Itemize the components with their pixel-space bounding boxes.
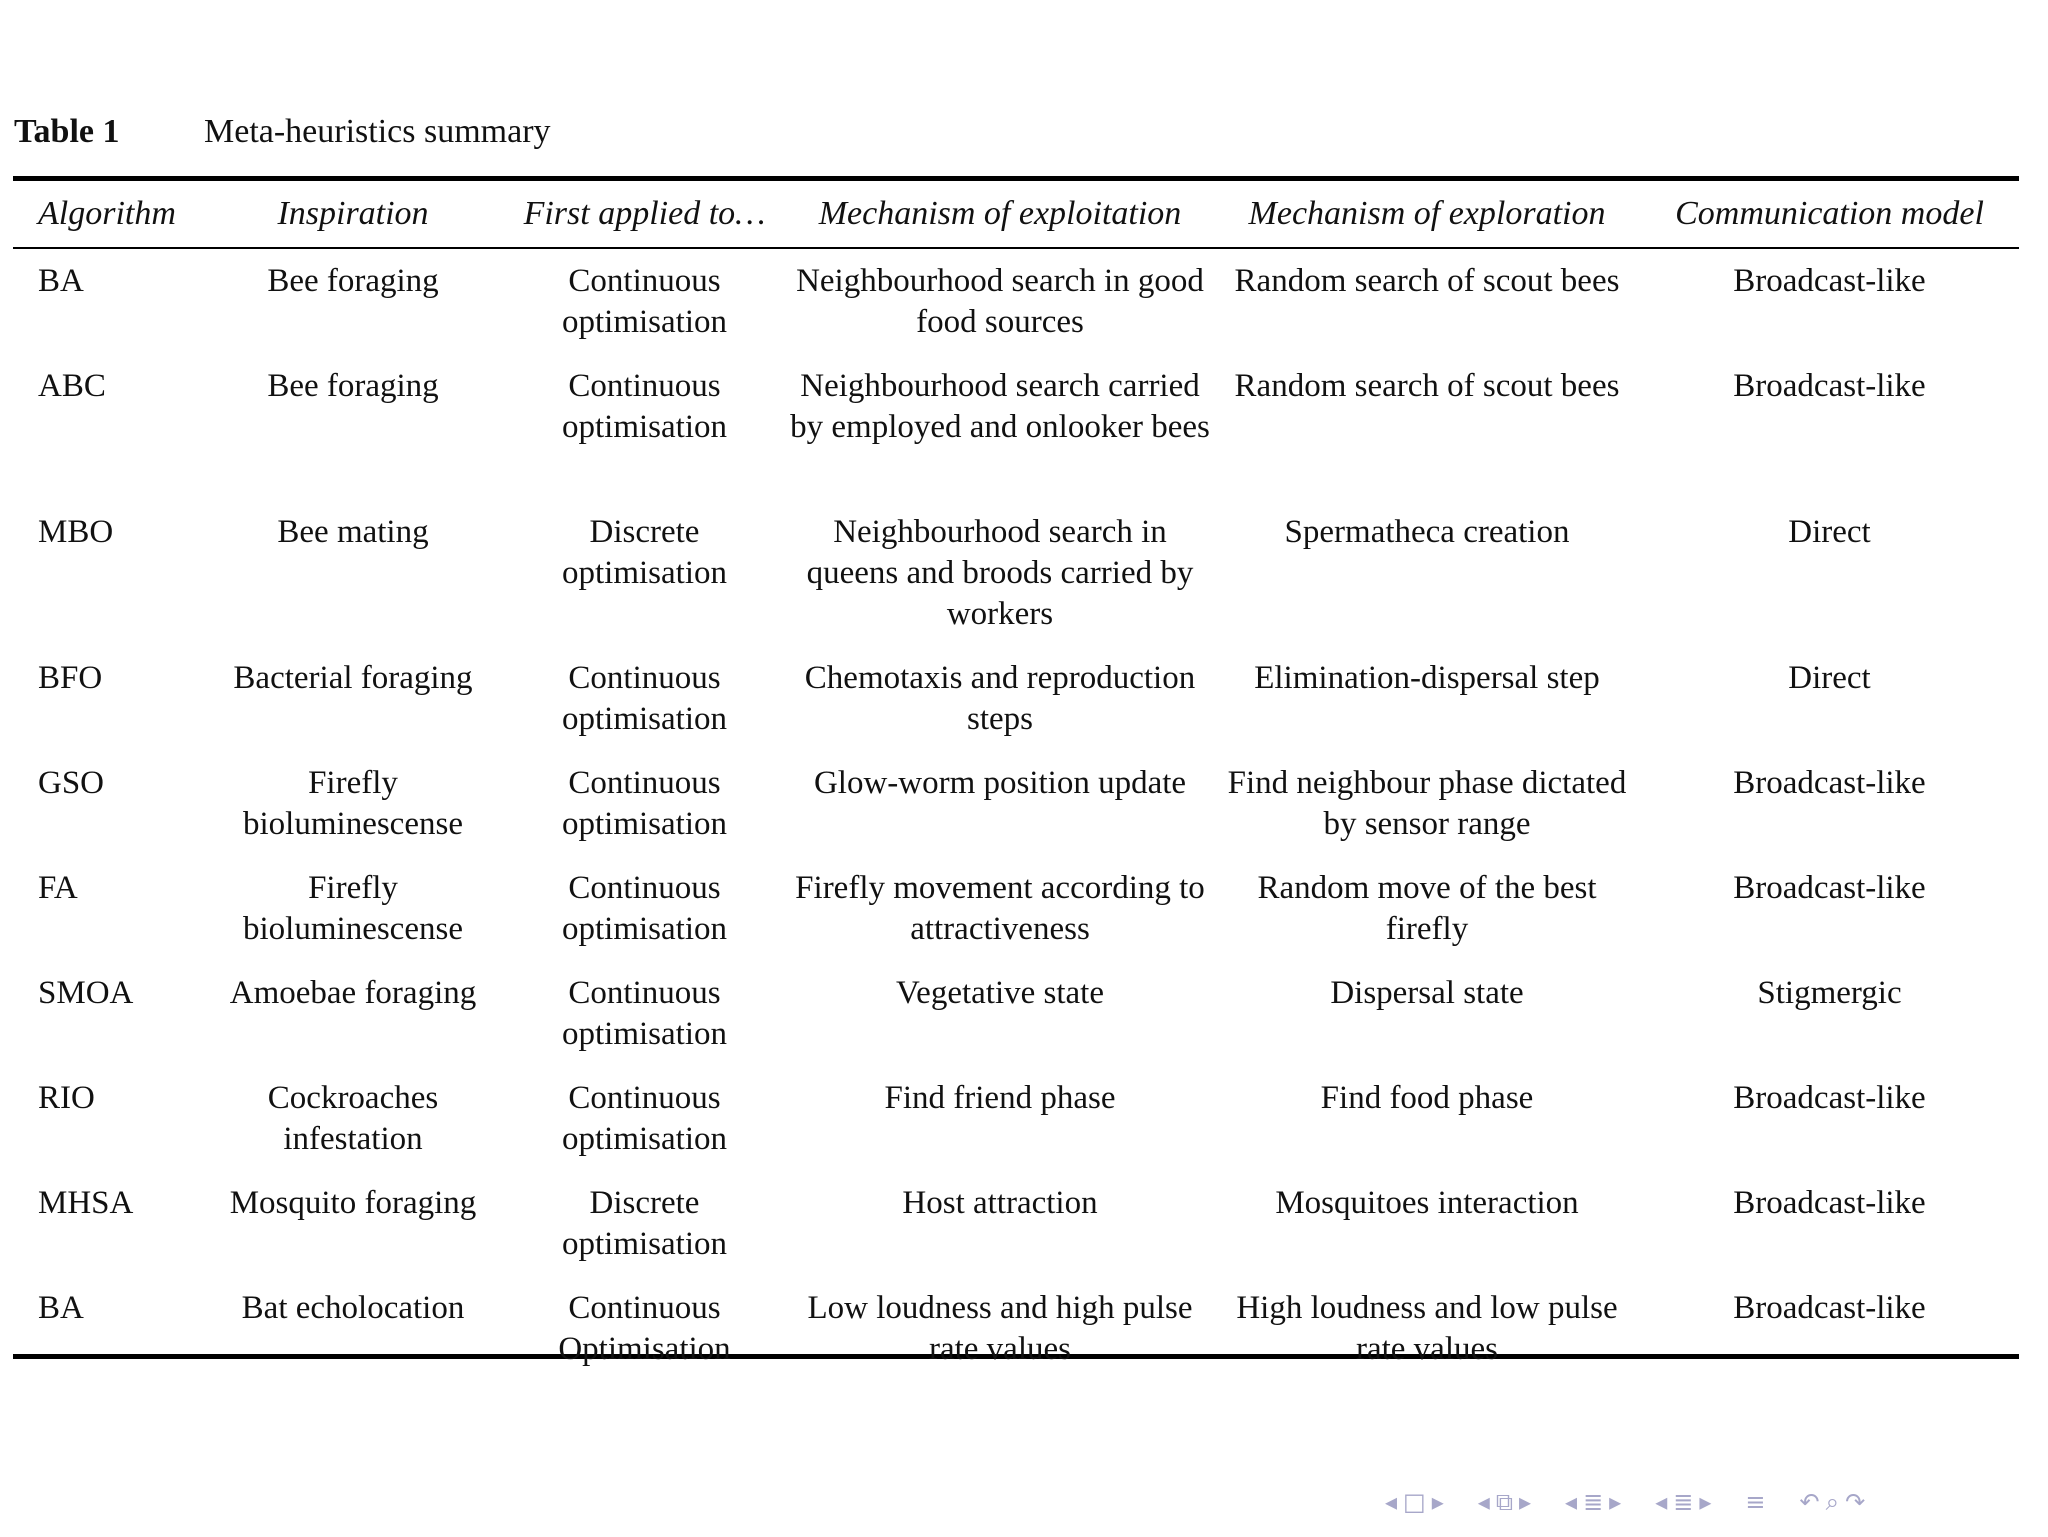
cell-exploitation: Chemotaxis and reproduction steps — [804, 660, 1196, 737]
cell-inspiration: Bee mating — [277, 514, 429, 550]
cell-exploitation: Vegetative state — [896, 975, 1104, 1011]
table-number: Table 1 — [14, 113, 120, 150]
cell-exploration: Random move of the best firefly — [1257, 870, 1597, 947]
table-row — [13, 961, 2019, 1066]
cell-exploration: Spermatheca creation — [1284, 514, 1570, 550]
table-title: Meta-heuristics summary — [204, 113, 551, 150]
forward-icon[interactable]: ↷ — [1845, 1488, 1866, 1516]
cell-communication: Direct — [1788, 514, 1871, 550]
align-icon[interactable]: ≡ — [1745, 1488, 1766, 1516]
section-icon[interactable]: ≣ — [1583, 1488, 1604, 1516]
header-exploitation: Mechanism of exploitation — [818, 195, 1182, 232]
cell-algorithm: BA — [38, 263, 84, 299]
cell-communication: Stigmergic — [1757, 975, 1902, 1011]
cell-exploitation: Neighbourhood search in good food sources — [796, 263, 1204, 340]
cell-algorithm: GSO — [38, 765, 105, 801]
cell-exploration: High loudness and low pulse rate values — [1236, 1290, 1618, 1367]
triangle-left-icon[interactable]: ◂ — [1565, 1488, 1578, 1516]
cell-first-applied: Discrete optimisation — [562, 514, 727, 591]
cell-exploitation: Neighbourhood search in queens and broods carried by workers — [806, 514, 1194, 632]
table-row — [13, 354, 2019, 500]
cell-inspiration: Firefly bioluminescense — [243, 765, 463, 842]
cell-algorithm: FA — [38, 870, 78, 906]
header-algorithm: Algorithm — [38, 195, 176, 232]
subsection-icon[interactable]: ⧉ — [1495, 1488, 1513, 1516]
cell-exploration: Find food phase — [1320, 1080, 1534, 1116]
cell-exploration: Dispersal state — [1330, 975, 1524, 1011]
cell-first-applied: Continuous optimisation — [562, 368, 727, 445]
triangle-right-icon[interactable]: ▸ — [1518, 1488, 1532, 1516]
summary-table — [13, 176, 2019, 1367]
cell-communication: Broadcast-like — [1733, 1185, 1926, 1221]
cell-exploration: Elimination-dispersal step — [1254, 660, 1600, 696]
cell-exploration: Random search of scout bees — [1234, 263, 1620, 299]
cell-algorithm: BA — [38, 1290, 84, 1326]
header-exploration: Mechanism of exploration — [1248, 195, 1606, 232]
table-row — [13, 1171, 2019, 1276]
cell-communication: Direct — [1788, 660, 1871, 696]
triangle-right-icon[interactable]: ▸ — [1609, 1488, 1622, 1516]
cell-first-applied: Continuous Optimisation — [558, 1290, 731, 1367]
triangle-left-icon[interactable]: ◂ — [1385, 1488, 1398, 1516]
cell-first-applied: Continuous optimisation — [562, 263, 727, 340]
header-first-applied: First applied to… — [523, 195, 766, 232]
cell-inspiration: Bat echolocation — [241, 1290, 465, 1326]
cell-exploration: Random search of scout bees — [1234, 368, 1620, 404]
triangle-left-icon[interactable]: ◂ — [1477, 1488, 1490, 1516]
cell-exploitation: Find friend phase — [884, 1080, 1116, 1116]
cell-communication: Broadcast-like — [1733, 1290, 1926, 1326]
cell-exploitation: Glow-worm position update — [813, 765, 1187, 801]
table-row — [13, 1066, 2019, 1171]
table-row — [13, 249, 2019, 354]
cell-inspiration: Amoebae foraging — [229, 975, 477, 1011]
cell-inspiration: Bee foraging — [267, 263, 439, 299]
cell-exploitation: Low loudness and high pulse rate values — [807, 1290, 1193, 1367]
cell-algorithm: ABC — [38, 368, 106, 404]
table-row — [13, 751, 2019, 856]
cell-algorithm: MBO — [38, 514, 114, 550]
cell-exploitation: Neighbourhood search carried by employed and onlooker bees — [790, 368, 1210, 445]
triangle-right-icon[interactable]: ▸ — [1431, 1488, 1444, 1516]
cell-first-applied: Continuous optimisation — [562, 765, 727, 842]
section-icon[interactable]: ≣ — [1673, 1488, 1694, 1516]
cell-exploration: Mosquitoes interaction — [1275, 1185, 1579, 1221]
cell-inspiration: Firefly bioluminescense — [243, 870, 463, 947]
cell-algorithm: RIO — [38, 1080, 95, 1116]
cell-first-applied: Continuous optimisation — [562, 660, 727, 737]
cell-exploitation: Host attraction — [902, 1185, 1098, 1221]
cell-communication: Broadcast-like — [1733, 368, 1926, 404]
search-icon[interactable]: ⌕ — [1825, 1488, 1840, 1516]
cell-algorithm: BFO — [38, 660, 103, 696]
cell-algorithm: MHSA — [38, 1185, 134, 1221]
table-row — [13, 856, 2019, 961]
cell-first-applied: Continuous optimisation — [562, 975, 727, 1052]
cell-communication: Broadcast-like — [1733, 765, 1926, 801]
cell-inspiration: Cockroaches infestation — [267, 1080, 439, 1157]
cell-inspiration: Bee foraging — [267, 368, 439, 404]
table-row — [13, 646, 2019, 751]
triangle-right-icon[interactable]: ▸ — [1699, 1488, 1712, 1516]
cell-inspiration: Mosquito foraging — [229, 1185, 477, 1221]
triangle-left-icon[interactable]: ◂ — [1655, 1488, 1668, 1516]
beamer-navigation — [1385, 1488, 1865, 1516]
table-caption — [14, 112, 551, 152]
cell-exploration: Find neighbour phase dictated by sensor range — [1227, 765, 1627, 842]
header-row — [13, 181, 2019, 249]
header-inspiration: Inspiration — [277, 195, 429, 232]
table-row — [13, 500, 2019, 646]
cell-communication: Broadcast-like — [1733, 870, 1926, 906]
table-row — [13, 1276, 2019, 1367]
cell-inspiration: Bacterial foraging — [233, 660, 473, 696]
cell-first-applied: Continuous optimisation — [562, 870, 727, 947]
cell-algorithm: SMOA — [38, 975, 134, 1011]
cell-exploitation: Firefly movement according to attractiveness — [795, 870, 1205, 947]
frame-icon[interactable]: □ — [1403, 1488, 1426, 1516]
header-communication: Communication model — [1675, 195, 1984, 232]
cell-first-applied: Continuous optimisation — [562, 1080, 727, 1157]
cell-communication: Broadcast-like — [1733, 263, 1926, 299]
cell-first-applied: Discrete optimisation — [562, 1185, 727, 1262]
cell-communication: Broadcast-like — [1733, 1080, 1926, 1116]
back-icon[interactable]: ↶ — [1799, 1488, 1820, 1516]
